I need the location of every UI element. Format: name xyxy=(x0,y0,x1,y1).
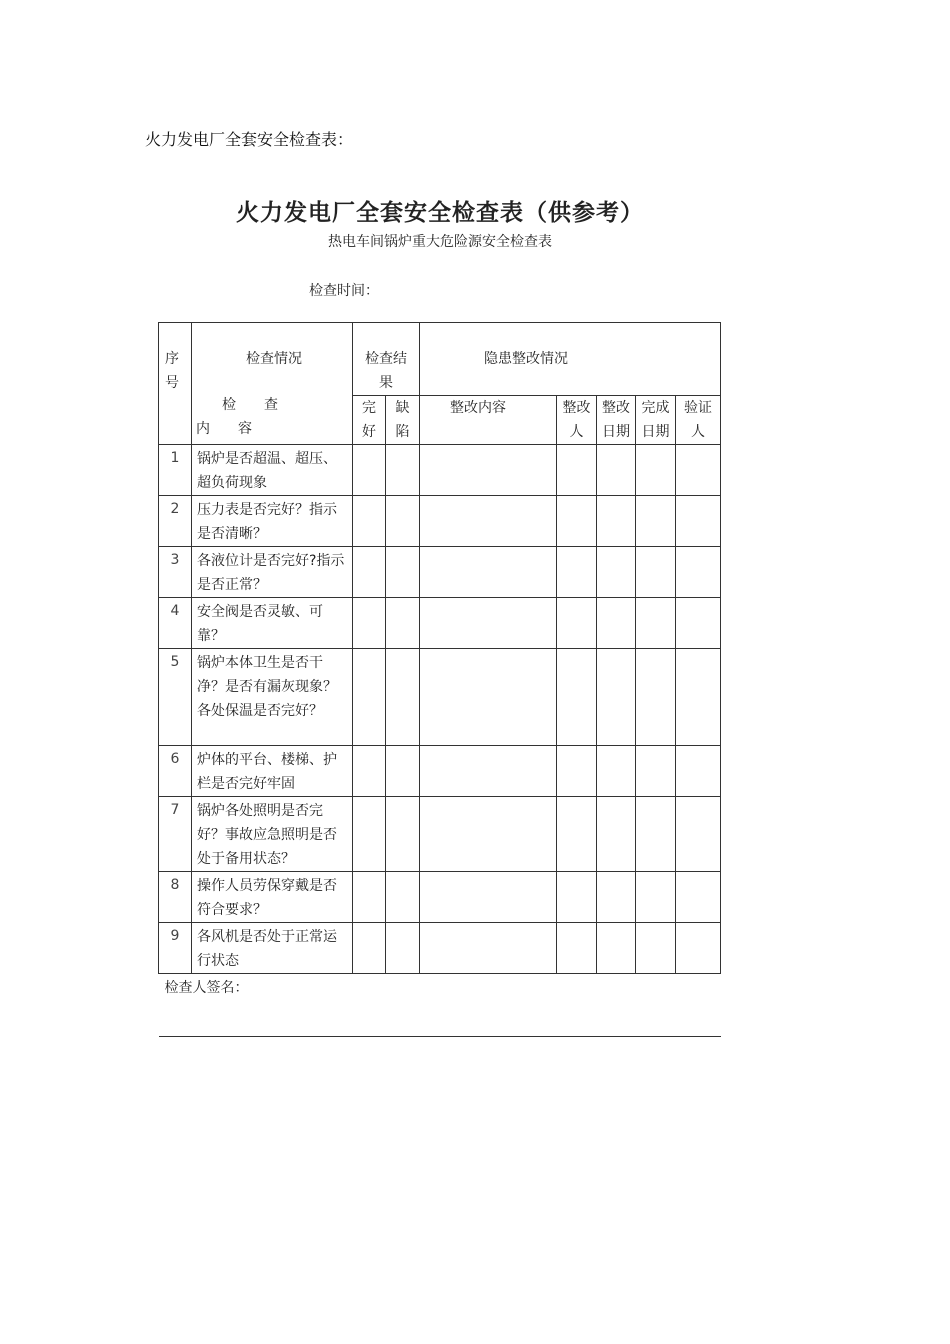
row-number: 1 xyxy=(159,445,192,496)
verifier-cell xyxy=(676,649,721,746)
good-cell xyxy=(353,797,386,872)
table-row xyxy=(159,746,721,797)
inspector-signature: 检查人签名： xyxy=(159,974,721,1037)
good-cell xyxy=(353,445,386,496)
good-cell xyxy=(353,923,386,974)
rectify-date-cell xyxy=(597,649,636,746)
header-row-top xyxy=(159,323,721,396)
table-row xyxy=(159,445,721,496)
rectify-person-cell xyxy=(557,872,597,923)
rectify-date-cell xyxy=(597,598,636,649)
rectify-date-cell xyxy=(597,797,636,872)
table-row xyxy=(159,649,721,746)
good-cell xyxy=(353,746,386,797)
verifier-cell xyxy=(676,445,721,496)
row-content: 锅炉是否超温、超压、超负荷现象 xyxy=(192,445,353,496)
check-time-label: 检查时间： xyxy=(309,283,379,299)
table-row xyxy=(159,872,721,923)
defect-cell xyxy=(386,598,420,649)
rectify-person-cell xyxy=(557,797,597,872)
good-cell xyxy=(353,496,386,547)
good-cell xyxy=(353,872,386,923)
row-content: 锅炉各处照明是否完好？事故应急照明是否处于备用状态？ xyxy=(192,797,353,872)
done-date-cell xyxy=(636,746,676,797)
good-cell xyxy=(353,598,386,649)
row-content: 压力表是否完好？指示是否清晰？ xyxy=(192,496,353,547)
rectify-date-cell xyxy=(597,923,636,974)
verifier-cell xyxy=(676,923,721,974)
table-row xyxy=(159,598,721,649)
row-content: 安全阀是否灵敏、可靠？ xyxy=(192,598,353,649)
table-row xyxy=(159,547,721,598)
table-row xyxy=(159,496,721,547)
done-date-cell xyxy=(636,496,676,547)
row-number: 2 xyxy=(159,496,192,547)
header-rectify-person: 整改 人 xyxy=(557,396,597,445)
page-title: 火力发电厂全套安全检查表（供参考） xyxy=(236,200,644,226)
header-result: 检查结 果 xyxy=(353,323,420,396)
page-subtitle: 热电车间锅炉重大危险源安全检查表 xyxy=(328,234,552,250)
header-done-date: 完成 日期 xyxy=(636,396,676,445)
defect-cell xyxy=(386,496,420,547)
done-date-cell xyxy=(636,797,676,872)
row-number: 4 xyxy=(159,598,192,649)
header-defect: 缺 陷 xyxy=(386,396,420,445)
defect-cell xyxy=(386,797,420,872)
done-date-cell xyxy=(636,547,676,598)
defect-cell xyxy=(386,872,420,923)
row-content: 各液位计是否完好?指示是否正常？ xyxy=(192,547,353,598)
rectify-person-cell xyxy=(557,496,597,547)
defect-cell xyxy=(386,746,420,797)
rectify-person-cell xyxy=(557,445,597,496)
defect-cell xyxy=(386,547,420,598)
header-verifier: 验证 人 xyxy=(676,396,721,445)
rectify-content-cell xyxy=(420,872,557,923)
done-date-cell xyxy=(636,872,676,923)
row-number: 6 xyxy=(159,746,192,797)
verifier-cell xyxy=(676,872,721,923)
header-check-situation: 检查情况 检 查 内 容 xyxy=(192,323,353,445)
rectify-content-cell xyxy=(420,746,557,797)
signature-row xyxy=(159,974,721,1037)
row-number: 9 xyxy=(159,923,192,974)
row-content: 各风机是否处于正常运行状态 xyxy=(192,923,353,974)
header-good: 完 好 xyxy=(353,396,386,445)
row-number: 3 xyxy=(159,547,192,598)
rectify-person-cell xyxy=(557,547,597,598)
intro-text: 火力发电厂全套安全检查表： xyxy=(145,130,354,149)
row-number: 8 xyxy=(159,872,192,923)
good-cell xyxy=(353,547,386,598)
inspection-table xyxy=(158,322,721,1037)
verifier-cell xyxy=(676,797,721,872)
rectify-content-cell xyxy=(420,649,557,746)
verifier-cell xyxy=(676,496,721,547)
row-number: 7 xyxy=(159,797,192,872)
done-date-cell xyxy=(636,598,676,649)
rectify-date-cell xyxy=(597,872,636,923)
rectify-date-cell xyxy=(597,746,636,797)
verifier-cell xyxy=(676,547,721,598)
table-row xyxy=(159,797,721,872)
verifier-cell xyxy=(676,746,721,797)
rectify-date-cell xyxy=(597,445,636,496)
rectify-content-cell xyxy=(420,496,557,547)
rectify-content-cell xyxy=(420,797,557,872)
header-seq: 序 号 xyxy=(159,323,192,445)
rectify-date-cell xyxy=(597,547,636,598)
header-rectify-date: 整改 日期 xyxy=(597,396,636,445)
rectify-content-cell xyxy=(420,445,557,496)
rectify-content-cell xyxy=(420,598,557,649)
done-date-cell xyxy=(636,923,676,974)
defect-cell xyxy=(386,445,420,496)
row-content: 操作人员劳保穿戴是否符合要求？ xyxy=(192,872,353,923)
rectify-content-cell xyxy=(420,547,557,598)
rectify-person-cell xyxy=(557,923,597,974)
done-date-cell xyxy=(636,649,676,746)
rectify-person-cell xyxy=(557,598,597,649)
header-hidden-danger: 隐患整改情况 xyxy=(420,323,721,396)
row-number: 5 xyxy=(159,649,192,746)
rectify-person-cell xyxy=(557,649,597,746)
rectify-date-cell xyxy=(597,496,636,547)
header-rectify-content: 整改内容 xyxy=(420,396,557,445)
done-date-cell xyxy=(636,445,676,496)
table-row xyxy=(159,923,721,974)
rectify-content-cell xyxy=(420,923,557,974)
rectify-person-cell xyxy=(557,746,597,797)
row-content: 炉体的平台、楼梯、护栏是否完好牢固 xyxy=(192,746,353,797)
defect-cell xyxy=(386,923,420,974)
verifier-cell xyxy=(676,598,721,649)
row-content: 锅炉本体卫生是否干净？是否有漏灰现象？各处保温是否完好？ xyxy=(192,649,353,746)
defect-cell xyxy=(386,649,420,746)
good-cell xyxy=(353,649,386,746)
